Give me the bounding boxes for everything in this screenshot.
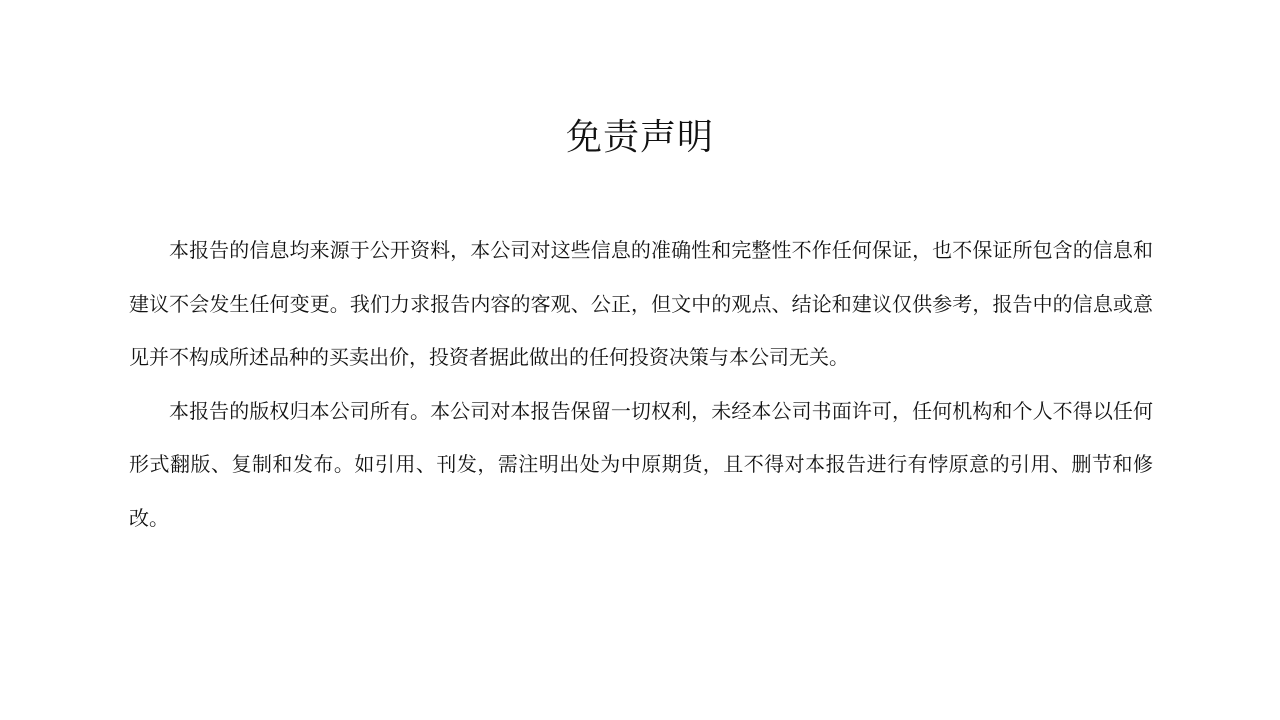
disclaimer-paragraph-information: 本报告的信息均来源于公开资料，本公司对这些信息的准确性和完整性不作任何保证，也不保证所包含的信息和建议不会发生任何变更。我们力求报告内容的客观、公正，但文中的观点、结论和建议仅供参考，报告中的信息或意见并不构成所述品种的买卖出价，投资者据此做出的任何投资决策与本公司无关。 [129, 238, 1153, 369]
page-title: 免责声明 [565, 117, 714, 158]
disclaimer-paragraph-copyright: 本报告的版权归本公司所有。本公司对本报告保留一切权利，未经本公司书面许可，任何机构和个人不得以任何形式翻版、复制和发布。如引用、刊发，需注明出处为中原期货，且不得对本报告进行有悖原意的引用、删节和修改。 [129, 398, 1153, 530]
disclaimer-body [129, 224, 1153, 545]
